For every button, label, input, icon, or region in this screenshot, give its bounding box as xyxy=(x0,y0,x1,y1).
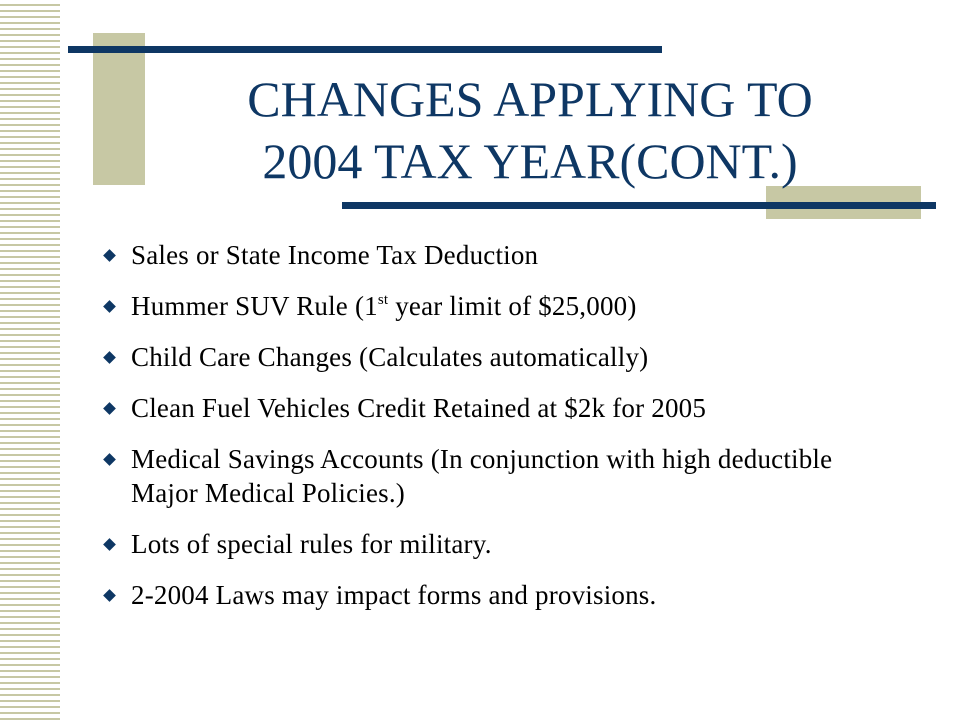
slide-title xyxy=(150,68,910,192)
diamond-bullet-icon xyxy=(103,300,116,313)
slide-title-line-1: CHANGES APPLYING TO xyxy=(247,71,813,127)
decorative-line-top xyxy=(68,46,662,53)
diamond-bullet-icon xyxy=(103,589,116,602)
bullet-item xyxy=(100,527,860,561)
bullet-item xyxy=(100,391,860,425)
diamond-bullet-icon xyxy=(103,249,116,262)
decorative-stripe-bar xyxy=(0,0,60,720)
bullet-text: Hummer SUV Rule (1 xyxy=(131,291,378,321)
bullet-list xyxy=(100,238,860,629)
bullet-text: Lots of special rules for military. xyxy=(131,529,492,559)
bullet-text: Clean Fuel Vehicles Credit Retained at $2k for 2005 xyxy=(131,393,707,423)
bullet-text: Child Care Changes (Calculates automatically) xyxy=(131,342,649,372)
bullet-text: Sales or State Income Tax Deduction xyxy=(131,240,539,270)
bullet-text: 2-2004 Laws may impact forms and provisions. xyxy=(131,580,657,610)
bullet-item xyxy=(100,238,860,272)
slide-title-line-2: 2004 TAX YEAR(CONT.) xyxy=(262,133,798,189)
bullet-item xyxy=(100,442,860,510)
bullet-superscript: st xyxy=(377,292,389,308)
diamond-bullet-icon xyxy=(103,351,116,364)
bullet-item xyxy=(100,340,860,374)
diamond-bullet-icon xyxy=(103,453,116,466)
bullet-item xyxy=(100,289,860,323)
decorative-line-bottom xyxy=(342,202,936,209)
bullet-text-continued: year limit of $25,000) xyxy=(388,291,637,321)
diamond-bullet-icon xyxy=(103,538,116,551)
diamond-bullet-icon xyxy=(103,402,116,415)
decorative-block-top xyxy=(93,33,145,185)
bullet-text: Medical Savings Accounts (In conjunction with high deductible Major Medical Policies.) xyxy=(131,444,833,508)
bullet-item xyxy=(100,578,860,612)
